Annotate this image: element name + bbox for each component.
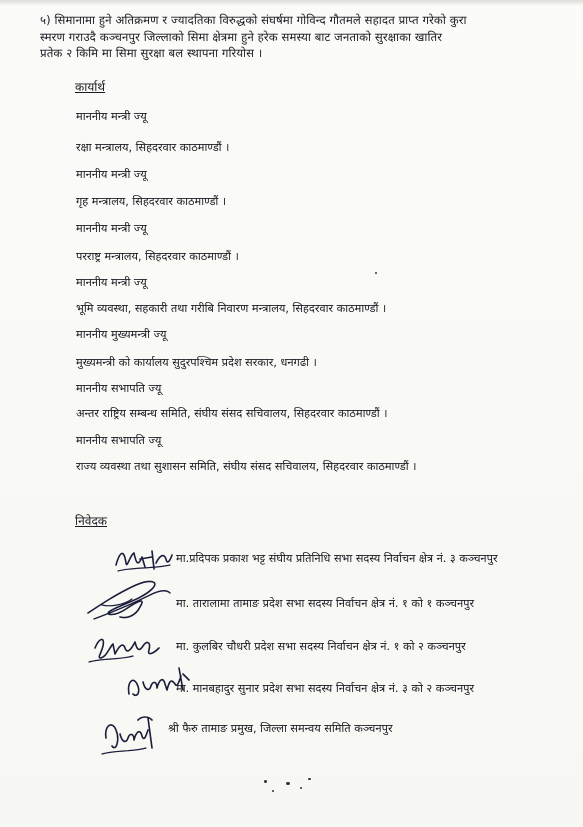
recipient-4-office: भूमि व्यवस्था, सहकारी तथा गरीबि निवारण मन्त्रालय, सिहदरवार काठमाण्डौं । [76,302,387,315]
recipient-7-title: माननीय सभापति ज्यू [76,434,162,447]
recipient-2-office: गृह मन्त्रालय, सिहदरवार काठमाण्डौं । [76,195,227,208]
signature-2 [80,575,175,625]
scan-speck [272,790,274,792]
nibedak-heading: निवेदक [75,514,108,528]
recipient-5-office: मुख्यमन्त्री को कार्यालय सुदुरपश्चिम प्रदेश सरकार, धनगढी । [76,356,317,369]
recipient-7-office: राज्य व्यवस्था तथा सुशासन समिति, संघीय संसद सचिवालय, सिहदरवार काठमाण्डौं । [76,460,417,473]
signature-1 [112,545,174,575]
signatory-4: मा. मानबहादुर सुनार प्रदेश सभा सदस्य निर्वाचन क्षेत्र नं. ३ को २ कञ्चनपुर [176,682,475,695]
scan-speck [308,778,311,780]
scan-speck [286,782,290,785]
karyartha-heading: कार्यार्थ [75,80,106,94]
signatory-3: मा. कुलबिर चौधरी प्रदेश सभा सदस्य निर्वाचन क्षेत्र नं. १ को २ कञ्चनपुर [176,640,466,653]
recipient-1-office: रक्षा मन्त्रालय, सिहदरवार काठमाण्डौं । [76,141,230,154]
recipient-6-title: माननीय सभापति ज्यू [76,382,162,395]
signature-5 [98,708,160,760]
recipient-1-title: माननीय मन्त्री ज्यू [76,110,147,123]
recipient-5-title: माननीय मुख्यमन्त्री ज्यू [76,328,167,341]
recipient-6-office: अन्तर राष्ट्रिय सम्बन्ध समिति, संघीय संसद सचिवालय, सिहदरवार काठमाण्डौं । [76,407,388,420]
scan-speck [300,787,302,789]
scan-speck [375,272,377,274]
recipient-3-title: माननीय मन्त्री ज्यू [76,222,147,235]
recipient-2-title: माननीय मन्त्री ज्यू [76,168,147,181]
scan-speck [264,780,267,783]
signatory-1: मा.प्रदिपक प्रकाश भट्ट संघीय प्रतिनिधि सभा सदस्य निर्वाचन क्षेत्र नं. ३ कञ्चनपुर [176,552,498,565]
recipient-4-title: माननीय मन्त्री ज्यू [76,276,147,289]
page-edge-shadow [0,0,583,6]
signatory-2: मा. तारालामा तामाङ प्रदेश सभा सदस्य निर्वाचन क्षेत्र नं. १ को १ कञ्चनपुर [176,597,475,610]
signatory-5: श्री फैरु तामाङ प्रमुख, जिल्ला समन्वय समिति कञ्चनपुर [168,722,393,735]
point-5-paragraph: ५) सिमानामा हुने अतिक्रमण र ज्यादतिका विरुद्धको संघर्षमा गोविन्द गौतमले सहादत प्राप्त गरेको कुरा स्मरण गराउदै कञ्चनपुर जिल्लाको सिमा क्षेत्रमा हुने हरेक समस्या बाट जनताको सुरक्षाका खातिर प्रतेक २ किमि मा सिमा सुरक्षा बल स्थापना गरियोस । [40,13,467,60]
recipient-3-office: परराष्ट्र मन्त्रालय, सिहदरवार काठमाण्डौं । [76,250,239,263]
